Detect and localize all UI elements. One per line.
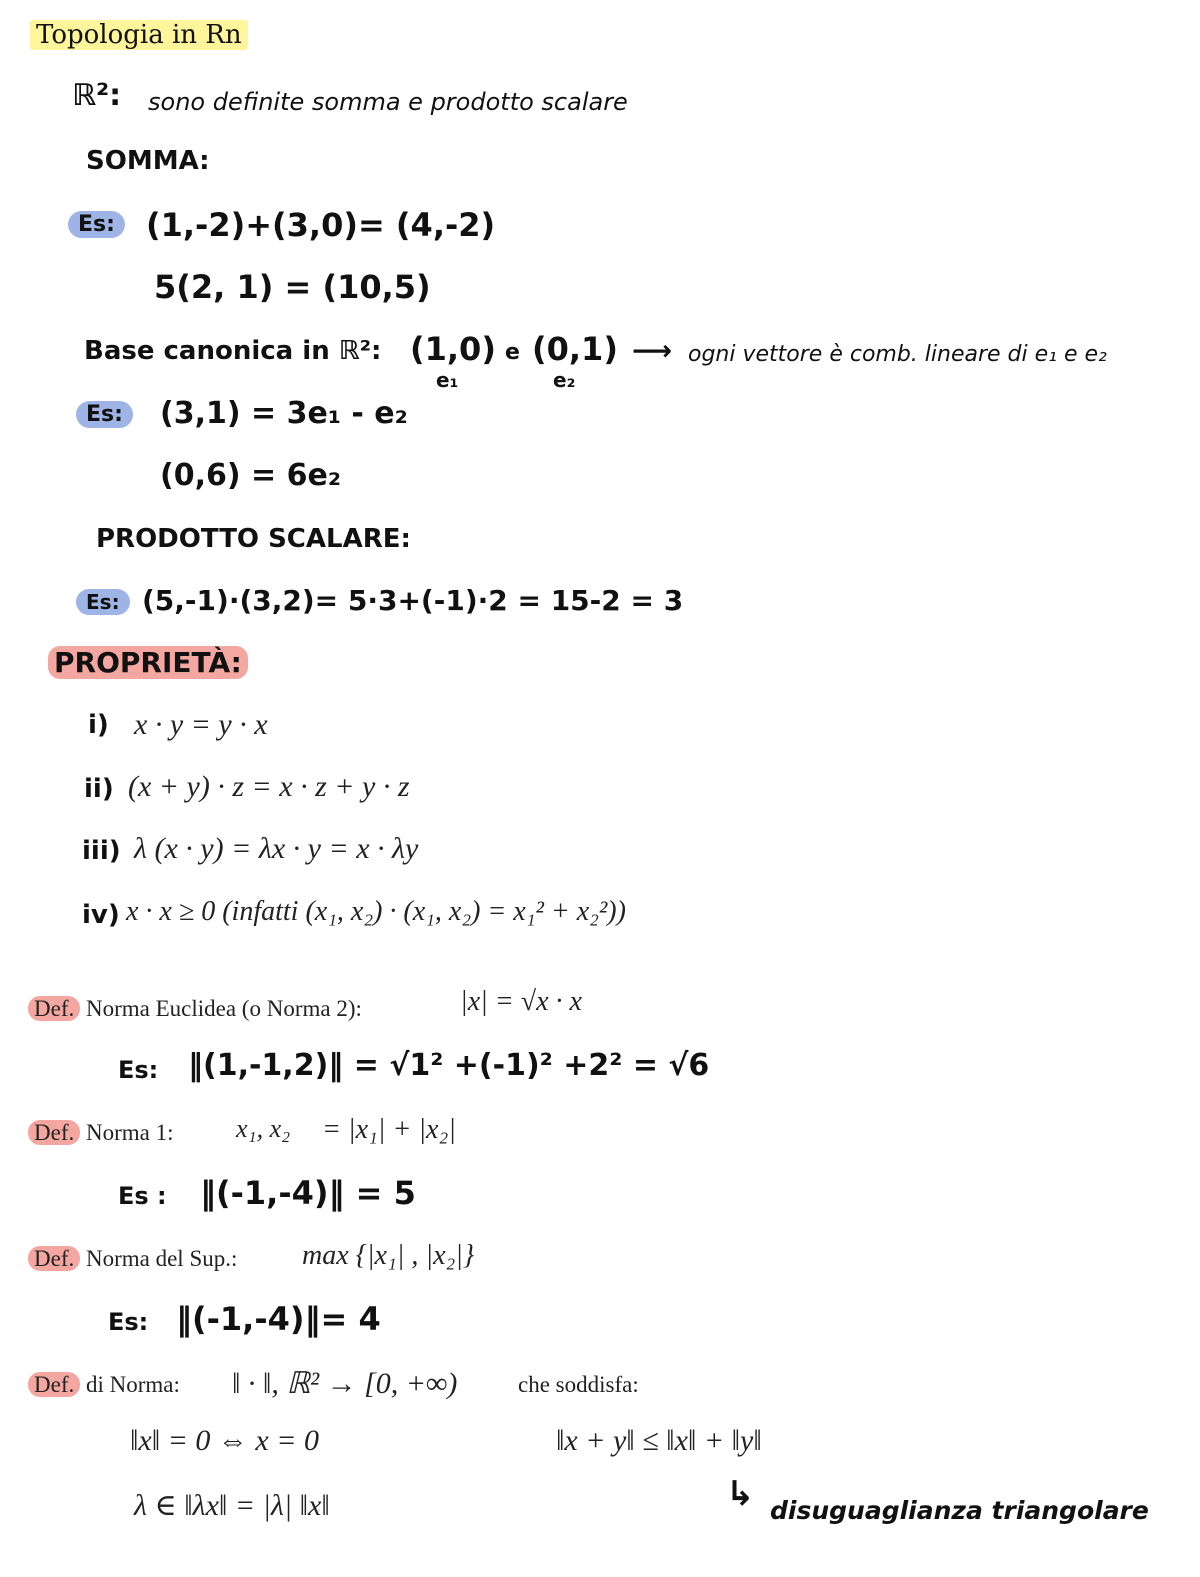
proprieta-heading: PROPRIETÀ: <box>48 646 248 679</box>
base-canonica-text: Base canonica in ℝ²: <box>84 336 382 366</box>
title-text: Topologia in Rn <box>30 20 248 50</box>
base-vector-1: (1,0) <box>410 330 496 368</box>
somma-heading: SOMMA: <box>86 146 210 176</box>
somma-example-2: 5(2, 1) = (10,5) <box>154 268 431 306</box>
norma-euclidea-es-label: Es: <box>118 1056 159 1084</box>
prop-3-formula: λ (x · y) = λx · y = x · λy <box>134 832 419 865</box>
def-norma-euclidea <box>28 996 362 1022</box>
norma-property-2: ‖x + y‖ ≤ ‖x‖ + ‖y‖ <box>556 1424 762 1457</box>
norma-property-1: ‖x‖ = 0 ⇔ x = 0 <box>130 1424 319 1457</box>
base-example-1: (3,1) = 3e₁ - e₂ <box>160 396 408 431</box>
base-vector-2: (0,1) <box>532 330 618 368</box>
norma-sup-es-label: Es: <box>108 1308 149 1336</box>
def-label: Def. <box>28 1372 80 1397</box>
norma-1-label: Norma 1: <box>85 1120 174 1145</box>
prop-4-num: iv) <box>82 900 120 930</box>
page-title <box>30 20 248 50</box>
norma-sup-formula: max {|x₁| , |x₂|} <box>302 1240 475 1271</box>
prodotto-es-label: Es: <box>76 590 130 614</box>
somma-es-label: Es: <box>68 212 125 237</box>
triangle-inequality-note: disuguaglianza triangolare <box>770 1496 1149 1525</box>
norma-euclidea-formula: |x| = √x · x <box>460 986 582 1017</box>
arrow-icon: ⟶ <box>632 334 673 367</box>
base-e2-label: e₂ <box>553 368 576 392</box>
prop-1-formula: x · y = y · x <box>134 708 268 741</box>
prop-2-formula: (x + y) · z = x · z + y · z <box>128 770 410 803</box>
norma-1-formula-right: = |x₁| + |x₂| <box>322 1114 456 1145</box>
def-label: Def. <box>28 996 80 1021</box>
base-note: ogni vettore è comb. lineare di e₁ e e₂ <box>688 342 1107 367</box>
base-and: e <box>505 340 520 365</box>
prodotto-heading: PRODOTTO SCALARE: <box>96 524 411 554</box>
base-es-label: Es: <box>76 402 133 427</box>
def-norma-sup <box>28 1246 237 1272</box>
norma-suffix: che soddisfa: <box>518 1372 639 1397</box>
norma-euclidea-example: ‖(1,-1,2)‖ = √1² +(-1)² +2² = √6 <box>188 1048 710 1083</box>
def-label: Def. <box>28 1246 80 1271</box>
def-label: Def. <box>28 1120 80 1145</box>
norma-sup-example: ‖(-1,-4)‖= 4 <box>176 1300 381 1338</box>
norma-formula: ‖ · ‖, ℝ² → [0, +∞) <box>232 1367 458 1400</box>
base-example-2: (0,6) = 6e₂ <box>160 458 341 493</box>
def-norma-1 <box>28 1120 174 1146</box>
prop-3-num: iii) <box>82 836 121 866</box>
norma-label: di Norma: <box>85 1372 180 1397</box>
intro-text: sono definite somma e prodotto scalare <box>148 88 628 116</box>
somma-example-1: (1,-2)+(3,0)= (4,-2) <box>146 206 496 244</box>
prodotto-example: (5,-1)·(3,2)= 5·3+(-1)·2 = 15-2 = 3 <box>142 584 684 617</box>
norma-sup-label: Norma del Sup.: <box>85 1246 238 1271</box>
prop-4-formula: x · x ≥ 0 (infatti (x₁, x₂) · (x₁, x₂) = x₁² + x₂²)) <box>126 896 626 927</box>
prop-2-num: ii) <box>84 774 114 804</box>
prop-1-num: i) <box>88 710 109 740</box>
norma-1-example: ‖(-1,-4)‖ = 5 <box>200 1174 416 1212</box>
norma-property-3: λ ∈ ‖λx‖ = |λ| ‖x‖ <box>134 1489 330 1522</box>
norma-1-formula-left: x₁, x₂ <box>236 1114 291 1143</box>
curved-arrow-icon: ↳ <box>726 1474 755 1514</box>
norma-euclidea-label: Norma Euclidea (o Norma 2): <box>85 996 362 1021</box>
def-norma <box>28 1372 180 1398</box>
r2-symbol: ℝ²: <box>72 78 122 113</box>
norma-1-es-label: Es : <box>118 1182 167 1210</box>
base-e1-label: e₁ <box>436 368 459 392</box>
